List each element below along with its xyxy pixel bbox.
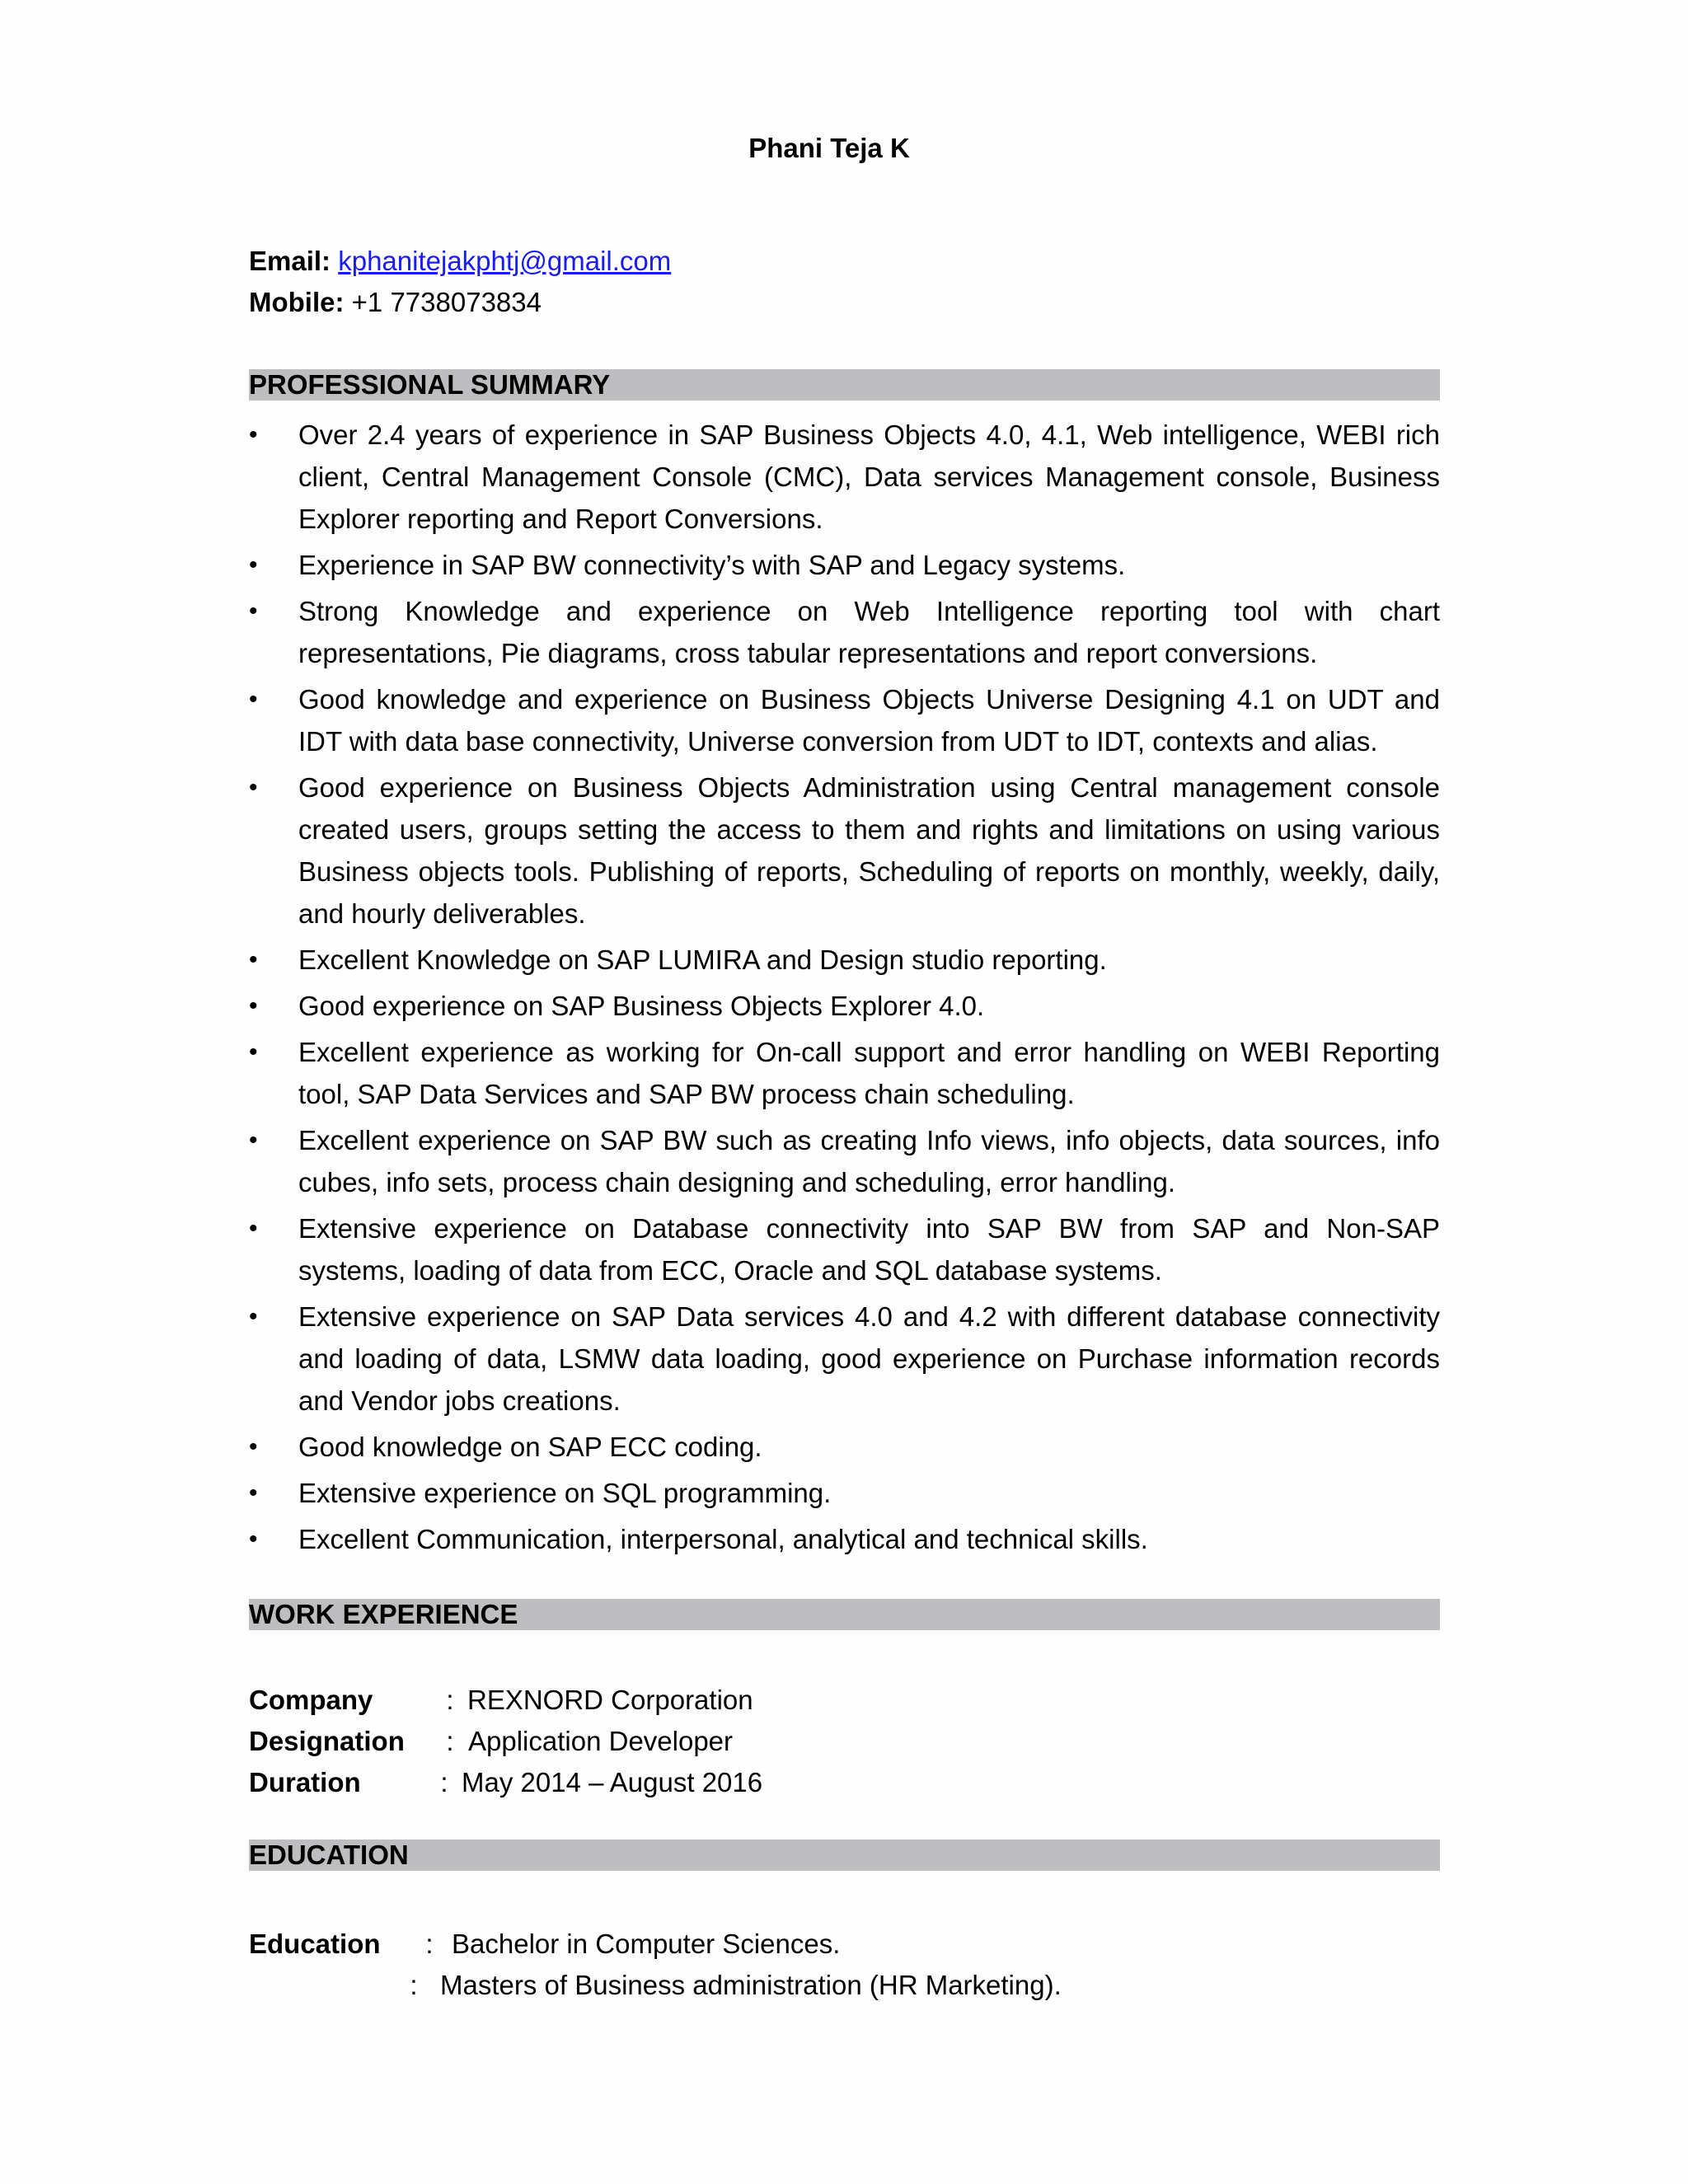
email-label: Email: bbox=[249, 246, 331, 276]
list-item bbox=[249, 414, 1440, 540]
bullet-icon: • bbox=[249, 598, 258, 625]
bullet-icon: • bbox=[249, 1038, 258, 1066]
bullet-icon: • bbox=[249, 421, 258, 448]
duration-value: May 2014 – August 2016 bbox=[462, 1767, 763, 1797]
summary-text: Over 2.4 years of experience in SAP Business Objects 4.0, 4.1, Web intelligence, WEBI rich client, Central Management Console (CMC), Data services Management console, Business Explorer reporting and Report Conversions. bbox=[298, 419, 1440, 534]
summary-text: Good experience on Business Objects Administration using Central management console created users, groups setting the access to them and rights and limitations on using various Business objects tools. Publishing of reports, Scheduling of reports on monthly, weekly, daily, and hourly deliverables. bbox=[298, 772, 1440, 929]
candidate-name: Phani Teja K bbox=[748, 133, 910, 163]
mobile-number: +1 7738073834 bbox=[351, 287, 542, 317]
bullet-icon: • bbox=[249, 551, 258, 579]
education-heading: EDUCATION bbox=[249, 1840, 1440, 1871]
education-value: Masters of Business administration (HR Marketing). bbox=[440, 1970, 1062, 2000]
professional-summary-list bbox=[249, 414, 1440, 1564]
summary-text: Good experience on SAP Business Objects Explorer 4.0. bbox=[298, 991, 985, 1021]
list-item bbox=[249, 985, 1440, 1027]
separator: : bbox=[446, 1726, 454, 1756]
company-value: REXNORD Corporation bbox=[467, 1685, 753, 1715]
list-item bbox=[249, 1031, 1440, 1115]
mobile-line bbox=[249, 286, 542, 319]
separator: : bbox=[425, 1929, 434, 1959]
duration-label: Duration bbox=[249, 1767, 361, 1797]
summary-text: Excellent Communication, interpersonal, analytical and technical skills. bbox=[298, 1524, 1148, 1554]
summary-text: Extensive experience on SAP Data services 4.0 and 4.2 with different database connectivity and loading of data, LSMW data loading, good experience on Purchase information records and Vendor jobs creations. bbox=[298, 1301, 1440, 1416]
summary-text: Good knowledge and experience on Business Objects Universe Designing 4.1 on UDT and IDT with data base connectivity, Universe conversion from UDT to IDT, contexts and alias. bbox=[298, 684, 1440, 757]
designation-label: Designation bbox=[249, 1726, 405, 1756]
bullet-icon: • bbox=[249, 686, 258, 713]
list-item bbox=[249, 1426, 1440, 1468]
separator: : bbox=[446, 1685, 454, 1715]
list-item bbox=[249, 1296, 1440, 1422]
list-item bbox=[249, 766, 1440, 935]
bullet-icon: • bbox=[249, 1215, 258, 1242]
bullet-icon: • bbox=[249, 1303, 258, 1330]
education-row-2 bbox=[406, 1965, 1062, 2006]
summary-text: Excellent Knowledge on SAP LUMIRA and Design studio reporting. bbox=[298, 944, 1107, 975]
list-item bbox=[249, 939, 1440, 981]
designation-value: Application Developer bbox=[468, 1726, 734, 1756]
summary-text: Extensive experience on Database connectivity into SAP BW from SAP and Non-SAP systems, loading of data from ECC, Oracle and SQL database systems. bbox=[298, 1213, 1440, 1286]
summary-text: Excellent experience on SAP BW such as creating Info views, info objects, data sources, info cubes, info sets, process chain designing and scheduling, error handling. bbox=[298, 1125, 1440, 1197]
summary-text: Extensive experience on SQL programming. bbox=[298, 1478, 832, 1508]
summary-text: Experience in SAP BW connectivity’s with SAP and Legacy systems. bbox=[298, 550, 1126, 580]
separator: : bbox=[410, 1970, 418, 2000]
list-item bbox=[249, 1207, 1440, 1291]
professional-summary-heading: PROFESSIONAL SUMMARY bbox=[249, 369, 1440, 401]
list-item bbox=[249, 678, 1440, 762]
list-item bbox=[249, 590, 1440, 674]
education-value: Bachelor in Computer Sciences. bbox=[452, 1929, 841, 1959]
bullet-icon: • bbox=[249, 774, 258, 801]
education-row-1 bbox=[249, 1924, 840, 1965]
separator: : bbox=[440, 1767, 448, 1797]
bullet-icon: • bbox=[249, 1433, 258, 1460]
bullet-icon: • bbox=[249, 1127, 258, 1154]
list-item bbox=[249, 544, 1440, 586]
mobile-label: Mobile: bbox=[249, 287, 345, 317]
bullet-icon: • bbox=[249, 1479, 258, 1507]
duration-row bbox=[249, 1762, 762, 1803]
summary-text: Strong Knowledge and experience on Web Intelligence reporting tool with chart representations, Pie diagrams, cross tabular representations and report conversions. bbox=[298, 596, 1440, 668]
designation-row bbox=[249, 1721, 733, 1762]
company-row bbox=[249, 1680, 753, 1721]
work-experience-heading: WORK EXPERIENCE bbox=[249, 1599, 1440, 1630]
bullet-icon: • bbox=[249, 946, 258, 973]
list-item bbox=[249, 1518, 1440, 1560]
list-item bbox=[249, 1472, 1440, 1514]
bullet-icon: • bbox=[249, 992, 258, 1019]
summary-text: Good knowledge on SAP ECC coding. bbox=[298, 1432, 762, 1462]
email-line bbox=[249, 245, 671, 278]
bullet-icon: • bbox=[249, 1526, 258, 1553]
summary-text: Excellent experience as working for On-call support and error handling on WEBI Reporting tool, SAP Data Services and SAP BW process chain scheduling. bbox=[298, 1037, 1440, 1109]
email-link[interactable]: kphanitejakphtj@gmail.com bbox=[338, 246, 672, 276]
list-item bbox=[249, 1119, 1440, 1203]
company-label: Company bbox=[249, 1685, 373, 1715]
education-label: Education bbox=[249, 1929, 381, 1959]
